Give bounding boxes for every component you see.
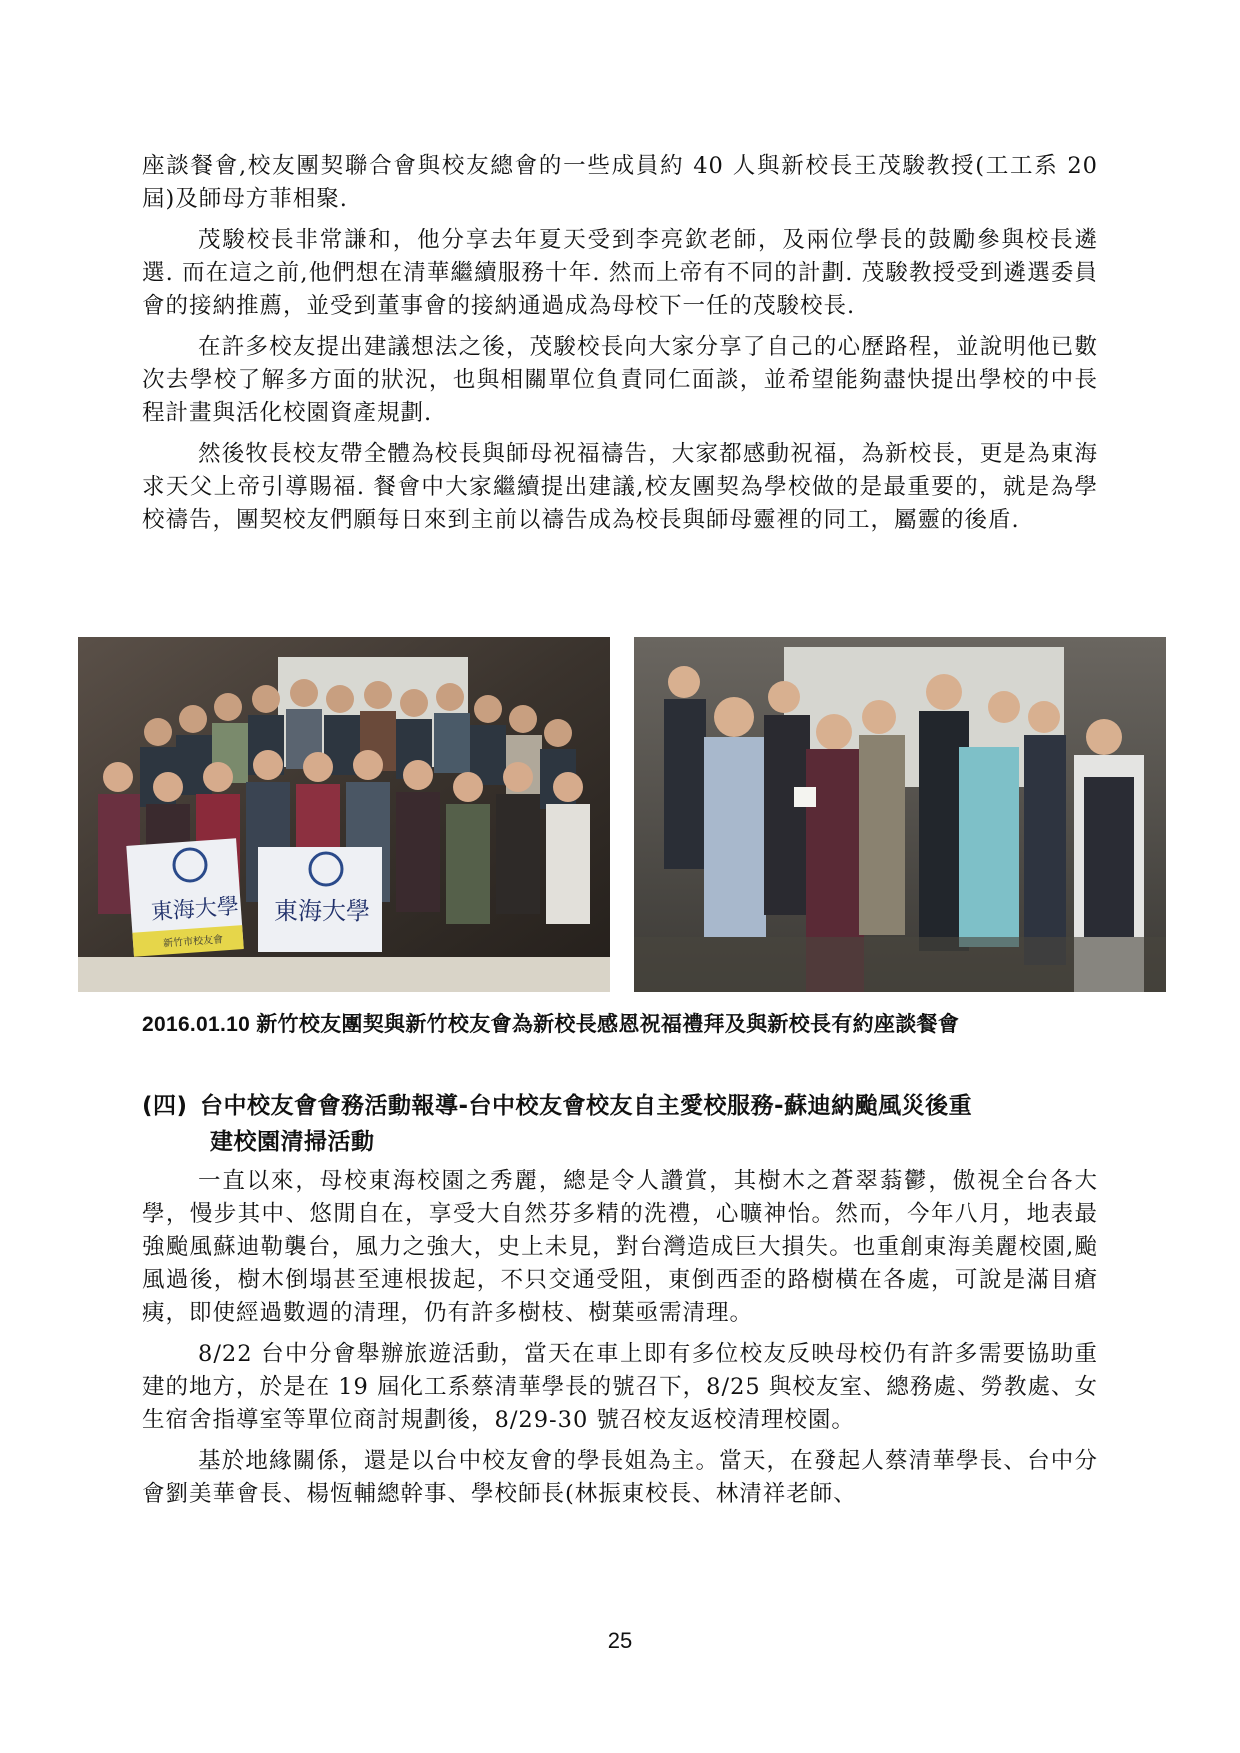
photo-caption: 2016.01.10 新竹校友團契與新竹校友會為新校長感恩祝福禮拜及與新校長有約座談餐會 [142, 1013, 960, 1036]
banner-right-text: 東海大學 [274, 897, 370, 925]
top-text-block [142, 150, 1098, 545]
section-heading [142, 1088, 1102, 1160]
paragraph-7: 基於地緣關係，還是以台中校友會的學長姐為主。當天，在發起人蔡清華學長、台中分會劉美華會長、楊恆輔總幹事、學校師長(林振東校長、林清祥老師、 [142, 1448, 1098, 1507]
paragraph-4: 然後牧長校友帶全體為校長與師母祝福禱告，大家都感動祝福，為新校長，更是為東海求天父上帝引導賜福. 餐會中大家繼續提出建議,校友團契為學校做的是最重要的，就是為學校禱告，團契校友們願每日來到主前以禱告成為校長與師母靈裡的同工，屬靈的後盾. [142, 441, 1098, 533]
section-title-line2: 建校園清掃活動 [210, 1129, 375, 1155]
banner-left-subtext: 新竹市校友會 [162, 934, 224, 950]
paragraph-3: 在許多校友提出建議想法之後，茂駿校長向大家分享了自己的心歷路程，並說明他已數次去學校了解多方面的狀況，也與相關單位負責同仁面談，並希望能夠盡快提出學校的中長程計畫與活化校園資產規劃. [142, 334, 1098, 426]
section-number: (四) [142, 1093, 188, 1119]
paragraph-2: 茂駿校長非常謙和，他分享去年夏天受到李亮欽老師，及兩位學長的鼓勵參與校長遴選. 而在這之前,他們想在清華繼續服務十年. 然而上帝有不同的計劃. 茂駿教授受到遴選委員會的接納推薦，並受到董事會的接納通過成為母校下一任的茂駿校長. [142, 227, 1098, 319]
group-photo [78, 637, 610, 992]
bottom-text-block [142, 1165, 1098, 1519]
paragraph-5: 一直以來，母校東海校園之秀麗，總是令人讚賞，其樹木之蒼翠蓊鬱，傲視全台各大學，慢步其中、悠閒自在，享受大自然芬多精的洗禮，心曠神怡。然而，今年八月，地表最強颱風蘇迪勒襲台，風力之強大，史上未見，對台灣造成巨大損失。也重創東海美麗校園,颱風過後，樹木倒塌甚至連根拔起，不只交通受阻，東倒西歪的路樹橫在各處，可說是滿目瘡痍，即使經過數週的清理，仍有許多樹枝、樹葉亟需清理。 [142, 1168, 1098, 1326]
paragraph-1: 座談餐會,校友團契聯合會與校友總會的一些成員約 40 人與新校長王茂駿教授(工工系 20 屆)及師母方菲相聚. [142, 153, 1098, 212]
banner-left-text: 東海大學 [150, 894, 240, 926]
section-title-line1: 台中校友會會務活動報導-台中校友會校友自主愛校服務-蘇迪納颱風災後重 [200, 1093, 973, 1119]
paragraph-6: 8/22 台中分會舉辦旅遊活動，當天在車上即有多位校友反映母校仍有許多需要協助重建的地方，於是在 19 屆化工系蔡清華學長的號召下，8/25 與校友室、總務處、勞教處、女生宿舍指導室等單位商討規劃後，8/29-30 號召校友返校清理校園。 [142, 1341, 1098, 1433]
page-number: 25 [607, 1628, 633, 1653]
prayer-photo [634, 637, 1166, 992]
